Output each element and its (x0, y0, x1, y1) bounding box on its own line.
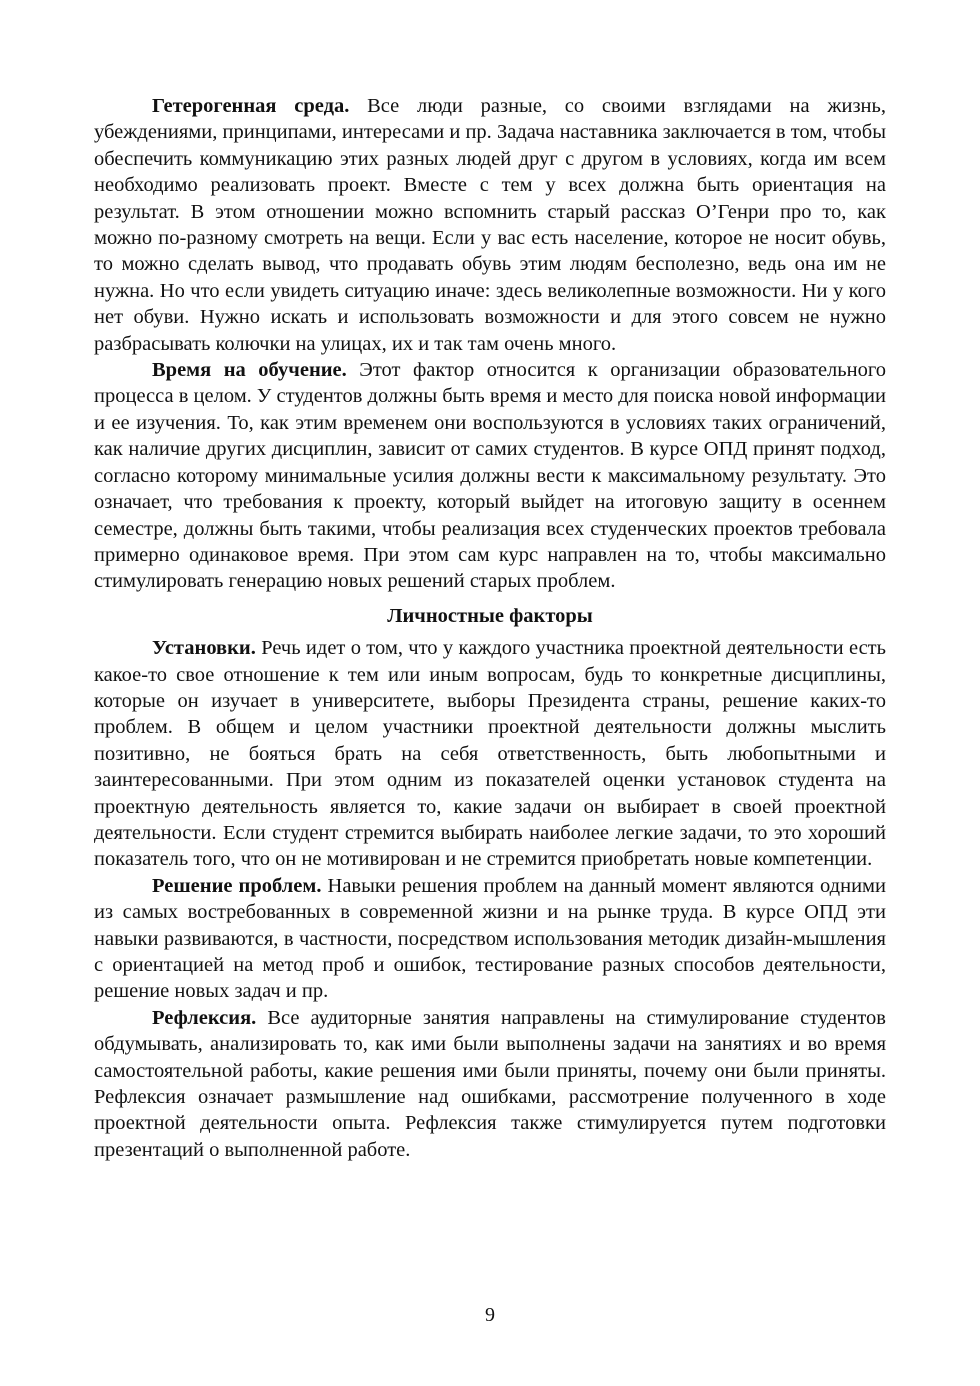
page-number: 9 (485, 1304, 495, 1326)
body-text (94, 93, 886, 1163)
paragraph-term: Рефлексия. (152, 1006, 257, 1029)
paragraph-problem-solving (94, 873, 886, 1005)
paragraph-term: Установки. (152, 637, 256, 660)
paragraph-text: Речь идет о том, что у каждого участника проектной деятельности есть какое-то свое отношение к тем или иным вопросам, будь то конкретные дисциплины, которые он изучает в университете, выборы Президента страны, решение каких-то проблем. В общем и целом участники проектной деятельности должны мыслить позитивно, не бояться брать на себя ответственность, быть любопытными и заинтересованными. При этом одним из показателей оценки установок студента на проектную деятельность является то, какие задачи он выбирает в своей проектной деятельности. Если студент стремится выбирать наиболее легкие задачи, то это хороший показатель того, что он не мотивирован и не стремится приобретать новые компетенции. (94, 637, 886, 871)
paragraph-heterogeneous-environment (94, 93, 886, 357)
paragraph-text: Все аудиторные занятия направлены на стимулирование студентов обдумывать, анализировать то, как ими были выполнены задачи на занятиях и во время самостоятельной работы, какие решения ими были приняты, почему они были приняты. Рефлексия означает размышление над ошибками, рассмотрение полученного в ходе проектной деятельности опыта. Рефлексия также стимулируется путем подготовки презентаций о выполненной работе. (94, 1006, 886, 1161)
paragraph-text: Этот фактор относится к организации образовательного процесса в целом. У студентов должны быть время и место для поиска новой информации и ее изучения. То, как этим временем они воспользуются в условиях таких ограничений, как наличие других дисциплин, зависит от самих студентов. В курсе ОПД принят подход, согласно которому минимальные усилия должны вести к максимальному результату. Это означает, что требования к проекту, который выйдет на итоговую защиту в осеннем семестре, должны быть такими, чтобы реализация всех студенческих проектов требовала примерно одинаковое время. При этом сам курс направлен на то, чтобы максимально стимулировать генерацию новых решений старых проблем. (94, 359, 887, 593)
paragraph-text: Все люди разные, со своими взглядами на жизнь, убеждениями, принципами, интересами и пр. Задача наставника заключается в том, чтобы обеспечить коммуникацию этих разных людей друг с другом в условиях, когда им всем необходимо реализовать проект. Вместе с тем у всех должна быть ориентация на результат. В этом отношении можно вспомнить старый рассказ О’Генри про то, как можно по-разному смотреть на вещи. Если у вас есть население, которое не носит обувь, то можно сделать вывод, что продавать обувь этим людям бесполезно, ведь она им не нужна. Но что если увидеть ситуацию иначе: здесь великолепные возможности. Ни у кого нет обуви. Нужно искать и использовать возможности и для этого совсем не нужно разбрасывать колючки на улицах, их и так там очень много. (94, 95, 887, 355)
paragraph-term: Решение проблем. (152, 874, 322, 897)
paragraph-text: Навыки решения проблем на данный момент являются одними из самых востребованных в современной жизни и на рынке труда. В курсе ОПД эти навыки развиваются, в частности, посредством использования методик дизайн-мышления с ориентацией на метод проб и ошибок, тестирование разных способов деятельности, решение новых задач и пр. (94, 874, 886, 1003)
paragraph-reflection (94, 1005, 886, 1163)
section-title: Личностные факторы (387, 604, 593, 627)
paragraph-attitudes (94, 635, 886, 873)
paragraph-study-time (94, 357, 886, 595)
paragraph-term: Время на обучение. (152, 359, 347, 382)
paragraph-term: Гетерогенная среда. (152, 95, 350, 117)
